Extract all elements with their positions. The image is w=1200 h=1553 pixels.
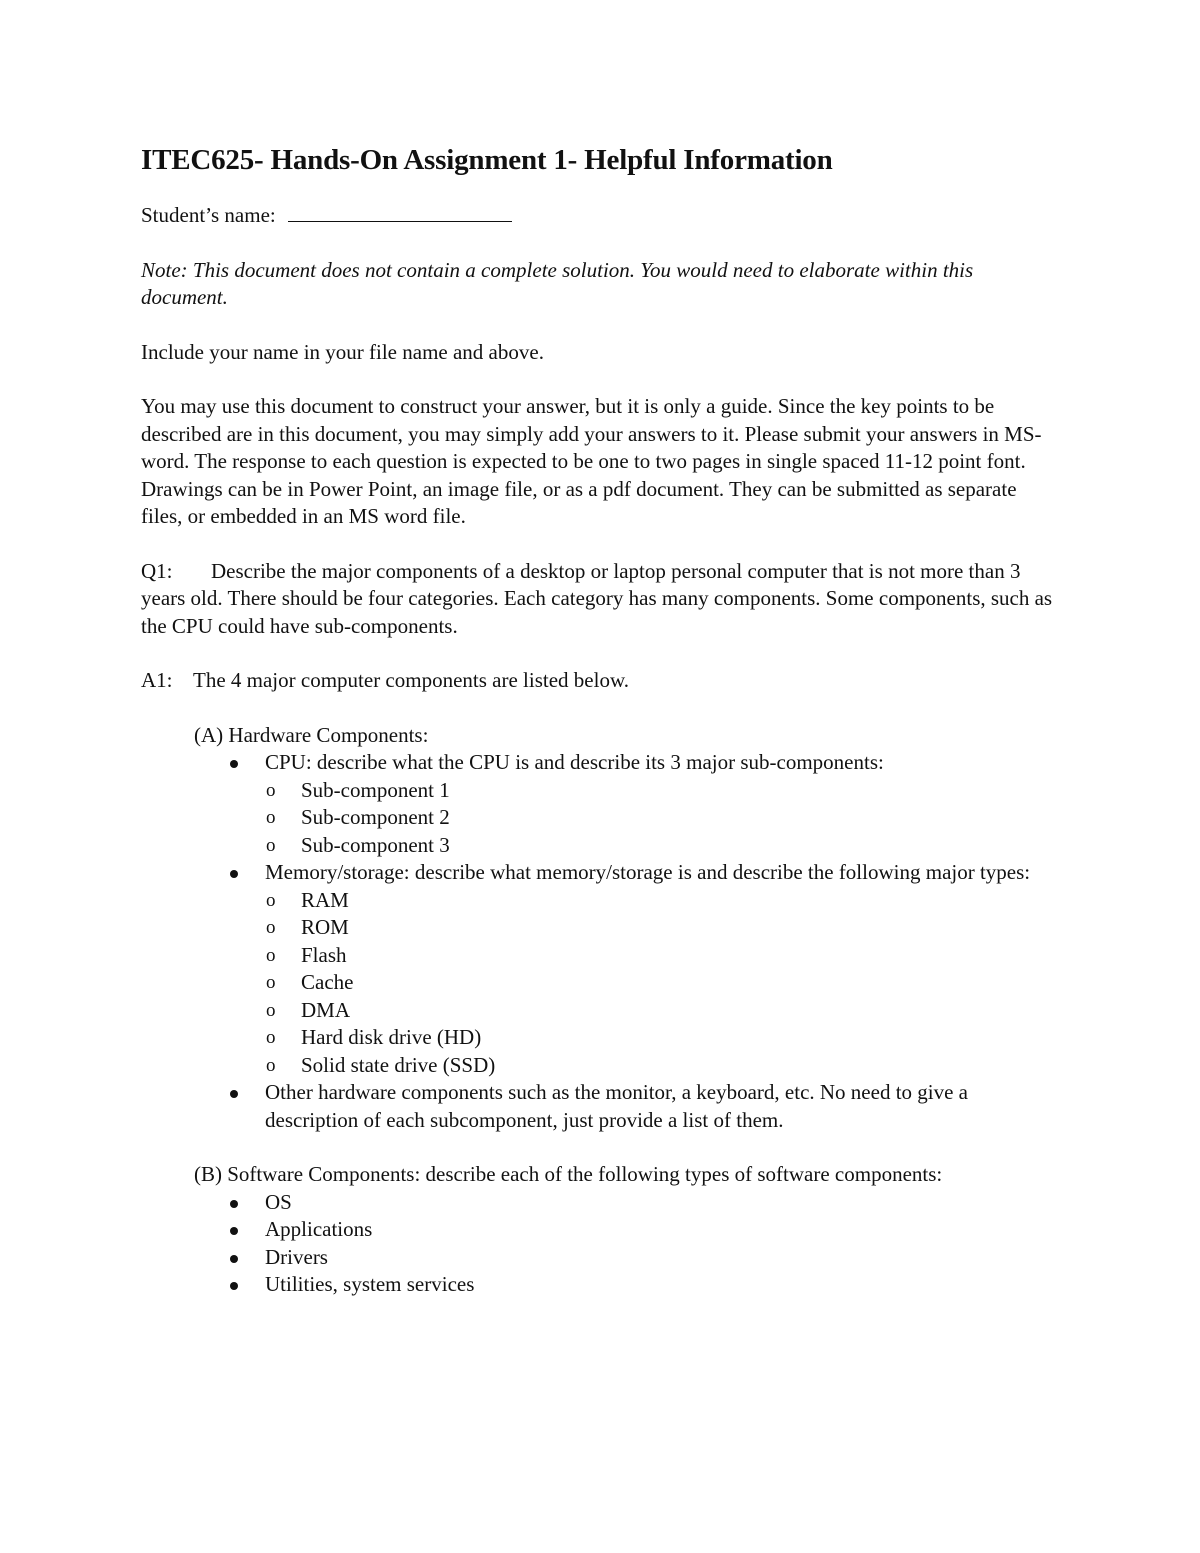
bullet-icon [230,760,238,768]
cpu-sub-item-text: Sub-component 3 [301,832,450,857]
hardware-item-other-text: Other hardware components such as the monitor, a keyboard, etc. No need to give a description of each subcomponent, just provide a list of them. [265,1080,969,1132]
circle-bullet-icon: o [266,834,276,856]
memory-sub-item-text: DMA [301,997,351,1022]
circle-bullet-icon: o [266,999,276,1021]
software-item [194,1271,1061,1299]
software-list [194,1189,1061,1299]
note-paragraph: Note: This document does not contain a complete solution. You would need to elaborate within this document. [141,257,974,309]
hardware-item-memory [194,859,1061,1079]
software-item [194,1189,1061,1217]
cpu-sub-item-text: Sub-component 2 [301,805,450,829]
bullet-icon [230,1255,238,1263]
cpu-sub-list [265,777,1061,860]
student-name-blank [288,203,512,222]
hardware-section [194,722,1061,1135]
memory-sub-item [265,887,1061,915]
answer-1-label: A1: [141,668,173,692]
circle-bullet-icon: o [266,1054,276,1076]
answer-1 [141,667,1061,695]
software-item-text: Utilities, system services [265,1272,475,1296]
circle-bullet-icon: o [266,889,276,911]
student-name-row [141,202,1061,230]
software-section [194,1161,1061,1299]
student-name-label: Student’s name: [141,203,276,227]
software-item [194,1216,1061,1244]
hardware-item-cpu [194,749,1061,859]
circle-bullet-icon: o [266,917,276,938]
include-name-paragraph: Include your name in your file name and above. [141,339,544,364]
document-page [141,140,1061,1299]
hardware-item-cpu-text: CPU: describe what the CPU is and describe its 3 major sub-components: [265,750,884,774]
instructions-paragraph: You may use this document to construct your answer, but it is only a guide. Since the key points to be described are in this document, you may simply add your answers to it. Please submit your answers in MS-word. The response to each question is expected to be one to two pages in single spaced 11-12 point font. Drawings can be in Power Point, an image file, or as a pdf document. They can be submitted as separate files, or embedded in an MS word file. [141,394,1042,528]
bullet-icon [230,1227,238,1235]
software-item-text: Applications [265,1217,373,1241]
memory-sub-item-text: Hard disk drive (HD) [301,1025,482,1049]
memory-sub-item-text: Cache [301,970,354,994]
page-title: ITEC625- Hands-On Assignment 1- Helpful Information [141,144,833,176]
cpu-sub-item [265,777,1061,805]
cpu-sub-item-text: Sub-component 1 [301,777,450,802]
cpu-sub-item [265,832,1061,860]
memory-sub-item-text: ROM [301,915,349,939]
bullet-icon [230,1282,238,1290]
software-item-text: OS [265,1189,292,1214]
circle-bullet-icon: o [266,944,276,966]
hardware-list [194,749,1061,1134]
memory-sub-item [265,1052,1061,1080]
memory-sub-item [265,942,1061,970]
hardware-item-memory-text: Memory/storage: describe what memory/storage is and describe the following major types: [265,860,1031,884]
memory-sub-item [265,997,1061,1025]
software-heading: (B) Software Components: describe each of the following types of software components: [194,1162,943,1186]
question-1 [141,558,1061,641]
memory-sub-item [265,969,1061,997]
memory-sub-list [265,887,1061,1080]
hardware-item-other [194,1079,1061,1134]
circle-bullet-icon: o [266,972,276,993]
circle-bullet-icon: o [266,779,276,801]
software-item [194,1244,1061,1272]
question-1-label: Q1: [141,558,173,583]
software-item-text: Drivers [265,1244,328,1269]
circle-bullet-icon: o [266,807,276,828]
cpu-sub-item [265,804,1061,832]
question-1-text: Describe the major components of a desktop or laptop personal computer that is not more than 3 years old. There should be four categories. Each category has many components. Some components, such as the CPU could have sub-components. [141,558,1053,638]
answer-1-text: The 4 major computer components are listed below. [193,668,630,692]
memory-sub-item [265,1024,1061,1052]
memory-sub-item-text: Flash [301,942,347,967]
memory-sub-item [265,914,1061,942]
circle-bullet-icon: o [266,1027,276,1048]
hardware-heading: (A) Hardware Components: [194,722,429,747]
memory-sub-item-text: Solid state drive (SSD) [301,1052,496,1077]
bullet-icon [230,1200,238,1208]
bullet-icon [230,870,238,878]
bullet-icon [230,1090,238,1098]
memory-sub-item-text: RAM [301,887,349,912]
